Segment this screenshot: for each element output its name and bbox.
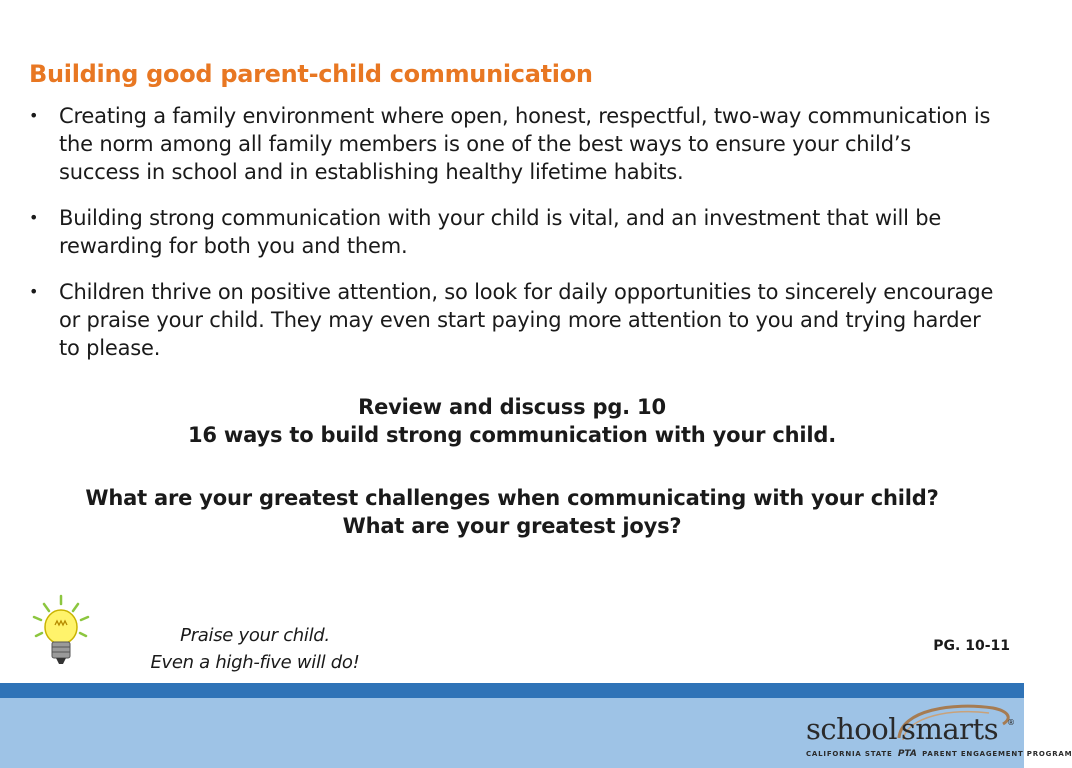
page-reference: PG. 10-11 <box>933 638 1010 654</box>
bullet-text: Creating a family environment where open, honest, respectful, two-way communication is the norm among all family members is one of the best ways to ensure your child’s success in school and in establishing healthy lifetime habits. <box>59 104 991 184</box>
bullet-list <box>29 102 994 380</box>
list-item <box>29 102 994 186</box>
tip-text <box>130 622 380 676</box>
question-line-2: What are your greatest joys? <box>342 514 682 538</box>
logo-subtitle <box>806 749 1072 759</box>
discussion-questions <box>0 484 1024 540</box>
logo-word-smarts: smarts <box>901 712 999 746</box>
list-item <box>29 278 994 362</box>
logo-word-school: school <box>806 712 897 746</box>
bullet-text: Children thrive on positive attention, so look for daily opportunities to sincerely encourage or praise your child. They may even start paying more attention to you and trying harder to please. <box>59 280 994 360</box>
review-line-2: 16 ways to build strong communication with your child. <box>188 423 836 447</box>
logo-sub-left: CALIFORNIA STATE <box>806 750 893 758</box>
question-line-1: What are your greatest challenges when communicating with your child? <box>85 486 939 510</box>
lightbulb-icon <box>26 592 96 670</box>
logo-sub-right: PARENT ENGAGEMENT PROGRAM <box>922 750 1072 758</box>
review-block <box>0 393 1024 449</box>
bullet-text: Building strong communication with your child is vital, and an investment that will be rewarding for both you and them. <box>59 206 942 258</box>
bullet-dot: • <box>29 208 39 227</box>
school-smarts-logo <box>803 700 1072 766</box>
list-item <box>29 204 994 260</box>
registered-mark: ® <box>1007 718 1015 727</box>
review-line-1: Review and discuss pg. 10 <box>358 395 666 419</box>
pta-mark: PTA <box>897 749 917 759</box>
slide-title: Building good parent-child communication <box>29 60 593 88</box>
tip-line-1: Praise your child. <box>180 625 330 646</box>
bullet-dot: • <box>29 106 39 125</box>
bullet-dot: • <box>29 282 39 301</box>
footer-band-dark <box>0 683 1024 698</box>
tip-line-2: Even a high-five will do! <box>150 652 360 673</box>
